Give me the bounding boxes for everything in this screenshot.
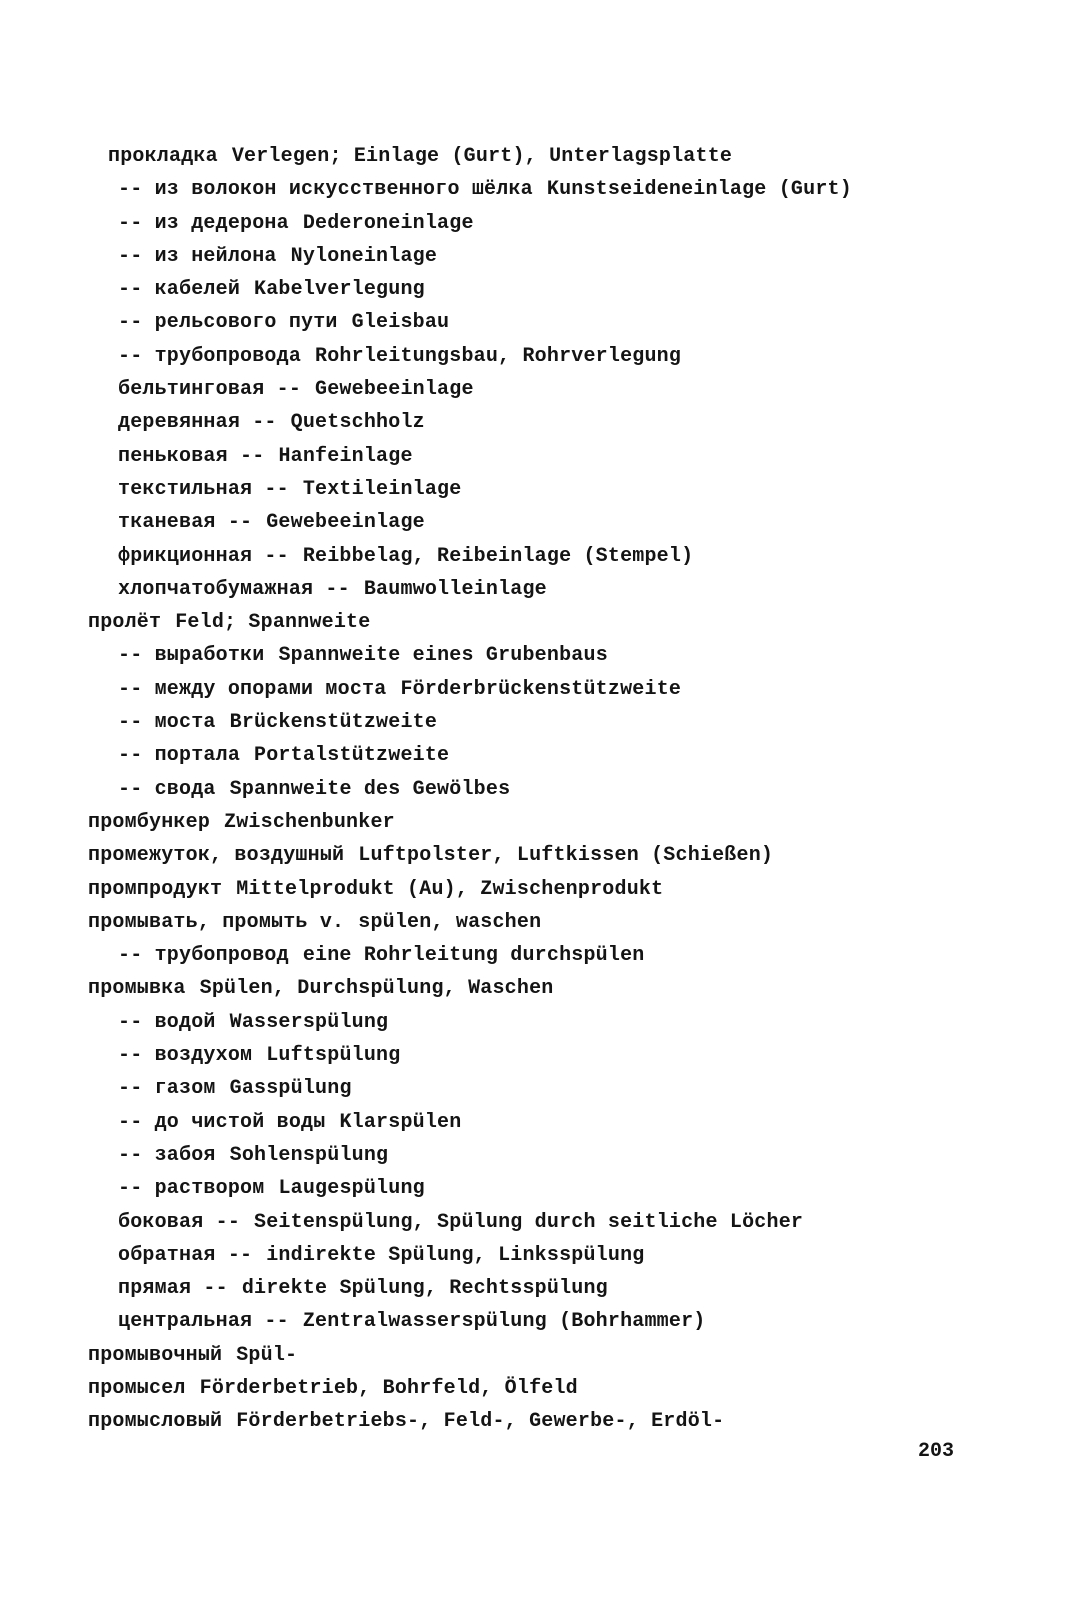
page-number: 203 bbox=[918, 1440, 955, 1463]
russian-term: -- кабелей bbox=[118, 278, 241, 302]
dictionary-entry bbox=[88, 739, 1028, 772]
german-translation: Rohrleitungsbau, Rohrverlegung bbox=[315, 344, 682, 368]
german-translation: Textileinlage bbox=[302, 477, 462, 501]
dictionary-entry bbox=[88, 1305, 1028, 1338]
german-translation: Portalstützweite bbox=[254, 744, 450, 768]
russian-term: -- трубопровода bbox=[118, 344, 302, 368]
russian-term: промывочный bbox=[88, 1343, 223, 1367]
dictionary-entry bbox=[88, 639, 1028, 672]
german-translation: Seitenspülung, Spülung durch seitliche Löcher bbox=[254, 1210, 804, 1234]
dictionary-entry bbox=[88, 1039, 1028, 1072]
russian-term: -- моста bbox=[118, 711, 216, 735]
german-translation: Luftspülung bbox=[266, 1044, 401, 1068]
dictionary-entry bbox=[88, 1405, 1028, 1438]
russian-term: -- из нейлона bbox=[118, 244, 277, 268]
dictionary-entry bbox=[88, 1372, 1028, 1405]
german-translation: Förderbrückenstützweite bbox=[400, 677, 682, 701]
russian-term: -- водой bbox=[118, 1010, 216, 1034]
german-translation: eine Rohrleitung durchspülen bbox=[302, 944, 645, 968]
dictionary-entry bbox=[88, 806, 1028, 839]
german-translation: Förderbetriebs-, Feld-, Gewerbe-, Erdöl- bbox=[236, 1410, 725, 1434]
german-translation: Reibbelag, Reibeinlage (Stempel) bbox=[302, 544, 694, 568]
german-translation: Mittelprodukt (Au), Zwischenprodukt bbox=[236, 877, 664, 901]
dictionary-entry bbox=[88, 373, 1028, 406]
russian-term: промежуток, воздушный bbox=[88, 844, 345, 868]
dictionary-entry bbox=[88, 406, 1028, 439]
dictionary-entry bbox=[88, 1272, 1028, 1305]
russian-term: -- рельсового пути bbox=[118, 311, 338, 335]
russian-term: промывка bbox=[88, 977, 186, 1001]
german-translation: Gewebeeinlage bbox=[315, 378, 474, 402]
russian-term: -- свода bbox=[118, 777, 216, 801]
german-translation: Klarspülen bbox=[339, 1110, 462, 1134]
russian-term: -- из дедерона bbox=[118, 211, 289, 235]
russian-term: центральная -- bbox=[118, 1310, 289, 1334]
german-translation: spülen, waschen bbox=[358, 910, 542, 934]
russian-term: бельтинговая -- bbox=[118, 378, 302, 402]
russian-term: пролёт bbox=[88, 611, 162, 635]
dictionary-entry bbox=[88, 140, 1028, 173]
dictionary-entry bbox=[88, 873, 1028, 906]
dictionary-entry bbox=[88, 906, 1028, 939]
german-translation: Laugespülung bbox=[278, 1177, 425, 1201]
dictionary-entry bbox=[88, 673, 1028, 706]
german-translation: Baumwolleinlage bbox=[363, 577, 547, 601]
german-translation: Brückenstützweite bbox=[229, 711, 438, 735]
dictionary-entry bbox=[88, 839, 1028, 872]
dictionary-entry bbox=[88, 1172, 1028, 1205]
dictionary-entry bbox=[88, 606, 1028, 639]
dictionary-entry bbox=[88, 1239, 1028, 1272]
dictionary-entry bbox=[88, 706, 1028, 739]
russian-term: деревянная -- bbox=[118, 411, 277, 435]
russian-term: -- выработки bbox=[118, 644, 265, 668]
dictionary-entry bbox=[88, 773, 1028, 806]
dictionary-entry bbox=[88, 340, 1028, 373]
german-translation: Kabelverlegung bbox=[254, 278, 425, 302]
russian-term: -- газом bbox=[118, 1077, 216, 1101]
russian-term: тканевая -- bbox=[118, 511, 253, 535]
german-translation: Hanfeinlage bbox=[278, 444, 413, 468]
russian-term: обратная -- bbox=[118, 1243, 253, 1267]
german-translation: Dederoneinlage bbox=[302, 211, 474, 235]
german-translation: Spannweite des Gewölbes bbox=[229, 777, 511, 801]
german-translation: Gewebeeinlage bbox=[266, 511, 425, 535]
russian-term: прямая -- bbox=[118, 1277, 228, 1301]
russian-term: промбункер bbox=[88, 810, 211, 834]
dictionary-entry bbox=[88, 1139, 1028, 1172]
dictionary-entry bbox=[88, 1339, 1028, 1372]
german-translation: Nyloneinlage bbox=[290, 244, 438, 268]
russian-term: -- портала bbox=[118, 744, 241, 768]
german-translation: Förderbetrieb, Bohrfeld, Ölfeld bbox=[199, 1376, 578, 1400]
russian-term: -- из волокон искусственного шёлка bbox=[118, 178, 533, 202]
german-translation: Quetschholz bbox=[290, 411, 425, 435]
russian-term: -- раствором bbox=[118, 1177, 265, 1201]
german-translation: Zwischenbunker bbox=[224, 810, 395, 834]
dictionary-entries bbox=[88, 140, 1028, 1439]
dictionary-entry bbox=[88, 540, 1028, 573]
german-translation: Sohlenspülung bbox=[229, 1143, 389, 1167]
german-translation: Zentralwasserspülung (Bohrhammer) bbox=[302, 1310, 706, 1334]
german-translation: Feld; Spannweite bbox=[175, 611, 371, 635]
dictionary-entry bbox=[88, 240, 1028, 273]
dictionary-entry bbox=[88, 972, 1028, 1005]
dictionary-entry bbox=[88, 1072, 1028, 1105]
dictionary-entry bbox=[88, 473, 1028, 506]
russian-term: -- между опорами моста bbox=[118, 677, 387, 701]
german-translation: Gleisbau bbox=[351, 311, 450, 335]
dictionary-entry bbox=[88, 306, 1028, 339]
german-translation: Wasserspülung bbox=[229, 1010, 389, 1034]
dictionary-entry bbox=[88, 173, 1028, 206]
dictionary-entry bbox=[88, 1206, 1028, 1239]
dictionary-entry bbox=[88, 1006, 1028, 1039]
german-translation: Gasspülung bbox=[229, 1077, 352, 1101]
german-translation: Spül- bbox=[236, 1343, 298, 1367]
russian-term: промысловый bbox=[88, 1410, 223, 1434]
russian-term: текстильная -- bbox=[118, 477, 289, 501]
dictionary-entry bbox=[88, 573, 1028, 606]
dictionary-entry bbox=[88, 440, 1028, 473]
russian-term: промывать, промыть v. bbox=[88, 910, 345, 934]
german-translation: Luftpolster, Luftkissen (Schießen) bbox=[358, 844, 774, 868]
russian-term: -- трубопровод bbox=[118, 944, 289, 968]
german-translation: Kunstseideneinlage (Gurt) bbox=[546, 178, 852, 202]
dictionary-entry bbox=[88, 273, 1028, 306]
russian-term: пеньковая -- bbox=[118, 444, 265, 468]
dictionary-entry bbox=[88, 207, 1028, 240]
german-translation: Spülen, Durchspülung, Waschen bbox=[199, 977, 554, 1001]
german-translation: indirekte Spülung, Linksspülung bbox=[266, 1243, 645, 1267]
dictionary-entry bbox=[88, 1106, 1028, 1139]
dictionary-entry bbox=[88, 506, 1028, 539]
german-translation: Verlegen; Einlage (Gurt), Unterlagsplatte bbox=[231, 145, 733, 168]
russian-term: промысел bbox=[88, 1376, 186, 1400]
russian-term: промпродукт bbox=[88, 877, 223, 901]
russian-term: боковая -- bbox=[118, 1210, 241, 1234]
russian-term: -- до чистой воды bbox=[118, 1110, 326, 1134]
russian-term: фрикционная -- bbox=[118, 544, 289, 568]
russian-term: прокладка bbox=[108, 145, 218, 168]
dictionary-entry bbox=[88, 939, 1028, 972]
russian-term: -- забоя bbox=[118, 1143, 216, 1167]
german-translation: direkte Spülung, Rechtsspülung bbox=[241, 1277, 608, 1301]
russian-term: -- воздухом bbox=[118, 1044, 253, 1068]
german-translation: Spannweite eines Grubenbaus bbox=[278, 644, 608, 668]
russian-term: хлопчатобумажная -- bbox=[118, 577, 350, 601]
